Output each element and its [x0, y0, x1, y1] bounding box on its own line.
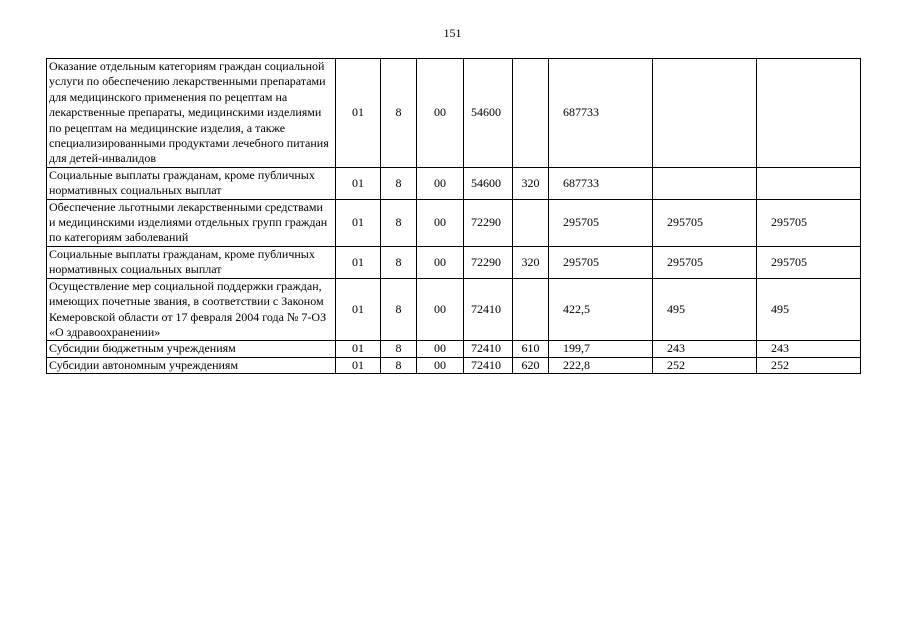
cell-direction-code: 72290 [464, 199, 513, 246]
cell-amount-year-3: 295705 [757, 246, 861, 278]
cell-section-code: 01 [336, 199, 381, 246]
cell-amount-year-1: 422,5 [549, 278, 653, 341]
cell-amount-year-1: 199,7 [549, 341, 653, 357]
cell-section-code: 01 [336, 167, 381, 199]
cell-subprogram-code: 00 [417, 278, 464, 341]
cell-subprogram-code: 00 [417, 199, 464, 246]
cell-row-name: Социальные выплаты гражданам, кроме публичных нормативных социальных выплат [47, 246, 336, 278]
table-row [47, 167, 861, 199]
cell-amount-year-1: 295705 [549, 199, 653, 246]
cell-direction-code: 72410 [464, 278, 513, 341]
cell-section-code: 01 [336, 341, 381, 357]
cell-expense-type-code [513, 199, 549, 246]
cell-amount-year-3 [757, 59, 861, 168]
cell-subprogram-code: 00 [417, 59, 464, 168]
table-row [47, 199, 861, 246]
cell-section-code: 01 [336, 278, 381, 341]
cell-program-code: 8 [381, 199, 417, 246]
table-row [47, 357, 861, 373]
cell-expense-type-code: 320 [513, 246, 549, 278]
cell-program-code: 8 [381, 278, 417, 341]
cell-expense-type-code [513, 59, 549, 168]
cell-amount-year-3: 495 [757, 278, 861, 341]
page-number: 151 [443, 26, 462, 40]
cell-amount-year-2: 252 [653, 357, 757, 373]
cell-section-code: 01 [336, 357, 381, 373]
cell-row-name: Социальные выплаты гражданам, кроме публичных нормативных социальных выплат [47, 167, 336, 199]
cell-expense-type-code: 610 [513, 341, 549, 357]
cell-amount-year-3: 295705 [757, 199, 861, 246]
cell-program-code: 8 [381, 357, 417, 373]
cell-program-code: 8 [381, 341, 417, 357]
cell-amount-year-3: 252 [757, 357, 861, 373]
cell-amount-year-1: 687733 [549, 167, 653, 199]
cell-direction-code: 72290 [464, 246, 513, 278]
cell-expense-type-code [513, 278, 549, 341]
cell-subprogram-code: 00 [417, 167, 464, 199]
cell-program-code: 8 [381, 167, 417, 199]
table-body [47, 59, 861, 374]
cell-row-name: Оказание отдельным категориям граждан социальной услуги по обеспечению лекарственными препаратами для медицинского применения по рецептам на лекарственные препараты, медицинскими изделиями по рецептам на медицинские изделия, а также специализированными продуктами лечебного питания для детей-инвалидов [47, 59, 336, 168]
cell-direction-code: 54600 [464, 59, 513, 168]
cell-row-name: Субсидии бюджетным учреждениям [47, 341, 336, 357]
cell-direction-code: 54600 [464, 167, 513, 199]
cell-amount-year-1: 295705 [549, 246, 653, 278]
cell-expense-type-code: 620 [513, 357, 549, 373]
cell-amount-year-2: 243 [653, 341, 757, 357]
budget-table [46, 58, 861, 374]
cell-section-code: 01 [336, 246, 381, 278]
cell-amount-year-3: 243 [757, 341, 861, 357]
cell-amount-year-2 [653, 167, 757, 199]
cell-section-code: 01 [336, 59, 381, 168]
cell-amount-year-2: 295705 [653, 199, 757, 246]
table-row [47, 59, 861, 168]
cell-row-name: Субсидии автономным учреждениям [47, 357, 336, 373]
cell-subprogram-code: 00 [417, 357, 464, 373]
cell-row-name: Обеспечение льготными лекарственными средствами и медицинскими изделиями отдельных групп граждан по категориям заболеваний [47, 199, 336, 246]
cell-expense-type-code: 320 [513, 167, 549, 199]
cell-row-name: Осуществление мер социальной поддержки граждан, имеющих почетные звания, в соответствии с Законом Кемеровской области от 17 февраля 2004 года № 7-ОЗ «О здравоохранении» [47, 278, 336, 341]
cell-subprogram-code: 00 [417, 246, 464, 278]
cell-direction-code: 72410 [464, 341, 513, 357]
cell-program-code: 8 [381, 59, 417, 168]
table-row [47, 246, 861, 278]
cell-amount-year-3 [757, 167, 861, 199]
cell-amount-year-2: 295705 [653, 246, 757, 278]
cell-amount-year-1: 687733 [549, 59, 653, 168]
table-row [47, 341, 861, 357]
table-row [47, 278, 861, 341]
cell-program-code: 8 [381, 246, 417, 278]
cell-amount-year-1: 222,8 [549, 357, 653, 373]
cell-direction-code: 72410 [464, 357, 513, 373]
cell-subprogram-code: 00 [417, 341, 464, 357]
cell-amount-year-2: 495 [653, 278, 757, 341]
cell-amount-year-2 [653, 59, 757, 168]
